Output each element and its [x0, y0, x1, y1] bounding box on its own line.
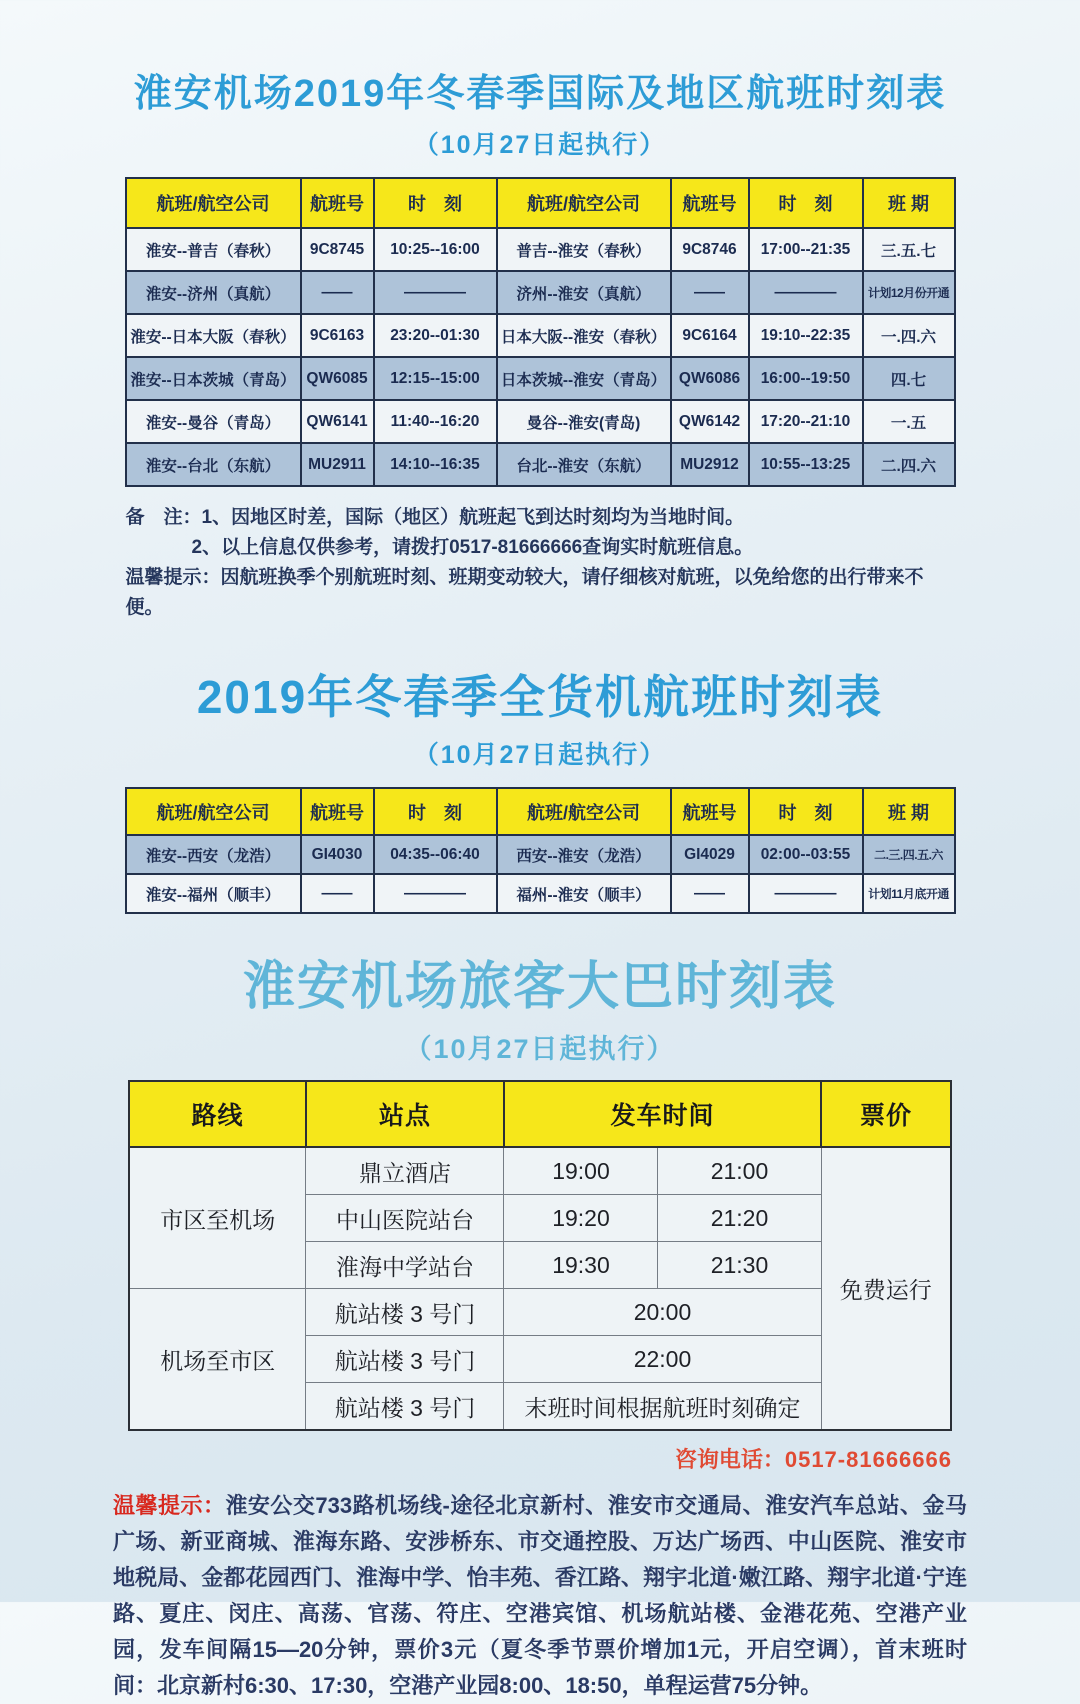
column-header-time: 时 刻 — [374, 178, 497, 228]
route-cell: 淮安--济州（真航） — [126, 271, 301, 314]
time-cell: 19:10--22:35 — [749, 314, 863, 357]
time-cell: ———— — [374, 271, 497, 314]
route-cell: 淮安--日本大阪（春秋） — [126, 314, 301, 357]
bus-stop-cell: 淮海中学站台 — [306, 1242, 504, 1289]
time-cell: 04:35--06:40 — [374, 835, 497, 874]
column-header-flight-no: 航班号 — [301, 178, 374, 228]
flight-number-cell: QW6086 — [671, 357, 749, 400]
bus-route-cell: 机场至市区 — [129, 1289, 306, 1431]
table-row — [126, 874, 955, 913]
note-text: 1、因地区时差，国际（地区）航班起飞到达时刻均为当地时间。 — [201, 507, 745, 528]
column-header-route: 航班/航空公司 — [497, 788, 671, 835]
table-row — [126, 835, 955, 874]
time-cell: ———— — [749, 874, 863, 913]
flight-number-cell: —— — [301, 874, 374, 913]
table-row — [126, 314, 955, 357]
column-header-time: 时 刻 — [749, 788, 863, 835]
note-line — [126, 503, 955, 533]
column-header-route: 航班/航空公司 — [497, 178, 671, 228]
days-cell: 计划12月份开通 — [863, 271, 955, 314]
cargo-flight-table — [125, 787, 956, 914]
route-cell: 普吉--淮安（春秋） — [497, 228, 671, 271]
table-row — [129, 1147, 951, 1195]
bus-time-cell: 19:30 — [504, 1242, 658, 1289]
route-cell: 淮安--台北（东航） — [126, 443, 301, 486]
bus-time-cell: 末班时间根据航班时刻确定 — [504, 1383, 821, 1431]
flight-number-cell: QW6085 — [301, 357, 374, 400]
table-row — [126, 400, 955, 443]
bus-schedule-title: 淮安机场旅客大巴时刻表 — [242, 958, 837, 1016]
table-row — [126, 443, 955, 486]
intl-notes — [126, 503, 955, 623]
time-cell: 10:25--16:00 — [374, 228, 497, 271]
flight-number-cell: GI4029 — [671, 835, 749, 874]
tips-label: 温馨提示： — [113, 1493, 226, 1518]
route-cell: 淮安--西安（龙浩） — [126, 835, 301, 874]
column-header-flight-no: 航班号 — [301, 788, 374, 835]
days-cell: 一.五 — [863, 400, 955, 443]
time-cell: 14:10--16:35 — [374, 443, 497, 486]
column-header-days: 班 期 — [863, 788, 955, 835]
cargo-schedule-subtitle: （10月27日起执行） — [413, 741, 667, 769]
bus-fare-cell: 免费运行 — [821, 1147, 951, 1430]
flight-number-cell: 9C6163 — [301, 314, 374, 357]
time-cell: 16:00--19:50 — [749, 357, 863, 400]
bus-stop-cell: 航站楼 3 号门 — [306, 1289, 504, 1336]
bus-time-cell: 19:00 — [504, 1147, 658, 1195]
bus-time-cell: 19:20 — [504, 1195, 658, 1242]
route-cell: 淮安--日本茨城（青岛） — [126, 357, 301, 400]
table-row — [126, 228, 955, 271]
flight-number-cell: 9C8745 — [301, 228, 374, 271]
time-cell: 02:00--03:55 — [749, 835, 863, 874]
flight-number-cell: QW6142 — [671, 400, 749, 443]
column-header-days: 班 期 — [863, 178, 955, 228]
route-cell: 淮安--曼谷（青岛） — [126, 400, 301, 443]
bus-tips — [113, 1488, 967, 1704]
route-cell: 曼谷--淮安(青岛) — [497, 400, 671, 443]
column-header-depart-time: 发车时间 — [504, 1081, 821, 1147]
column-header-route: 航班/航空公司 — [126, 788, 301, 835]
time-cell: 23:20--01:30 — [374, 314, 497, 357]
column-header-fare: 票价 — [821, 1081, 951, 1147]
hotline — [128, 1443, 952, 1474]
flight-number-cell: MU2912 — [671, 443, 749, 486]
note-line: 温馨提示：因航班换季个别航班时刻、班期变动较大，请仔细核对航班，以免给您的出行带来不便。 — [125, 567, 924, 618]
note-line: 2、以上信息仅供参考，请拨打0517-81666666查询实时航班信息。 — [191, 537, 754, 558]
column-header-route: 路线 — [129, 1081, 306, 1147]
days-cell: 四.七 — [863, 357, 955, 400]
note-label: 备 注： — [125, 507, 202, 528]
flight-number-cell: 9C8746 — [671, 228, 749, 271]
intl-flight-table — [125, 177, 956, 487]
bus-time-cell: 22:00 — [504, 1336, 821, 1383]
bus-schedule-subtitle: （10月27日起执行） — [404, 1034, 676, 1064]
bus-stop-cell: 鼎立酒店 — [306, 1147, 504, 1195]
bus-time-cell: 21:00 — [658, 1147, 821, 1195]
table-header-row — [126, 788, 955, 835]
days-cell: 计划11月底开通 — [863, 874, 955, 913]
table-row — [126, 357, 955, 400]
time-cell: ———— — [749, 271, 863, 314]
route-cell: 日本大阪--淮安（春秋） — [497, 314, 671, 357]
flight-number-cell: GI4030 — [301, 835, 374, 874]
flight-number-cell: 9C6164 — [671, 314, 749, 357]
days-cell: 一.四.六 — [863, 314, 955, 357]
column-header-time: 时 刻 — [749, 178, 863, 228]
days-cell: 二.三.四.五.六 — [863, 835, 955, 874]
column-header-time: 时 刻 — [374, 788, 497, 835]
column-header-route: 航班/航空公司 — [126, 178, 301, 228]
intl-schedule-subtitle: （10月27日起执行） — [413, 131, 667, 159]
bus-route-cell: 市区至机场 — [129, 1147, 306, 1289]
bus-table — [128, 1080, 952, 1431]
flight-number-cell: QW6141 — [301, 400, 374, 443]
hotline-number: 0517-81666666 — [784, 1447, 952, 1472]
route-cell: 福州--淮安（顺丰） — [497, 874, 671, 913]
route-cell: 台北--淮安（东航） — [497, 443, 671, 486]
bus-stop-cell: 航站楼 3 号门 — [306, 1336, 504, 1383]
route-cell: 济州--淮安（真航） — [497, 271, 671, 314]
route-cell: 淮安--普吉（春秋） — [126, 228, 301, 271]
bus-time-cell: 21:20 — [658, 1195, 821, 1242]
days-cell: 二.四.六 — [863, 443, 955, 486]
time-cell: 12:15--15:00 — [374, 357, 497, 400]
column-header-stop: 站点 — [306, 1081, 504, 1147]
flight-number-cell: —— — [301, 271, 374, 314]
time-cell: 10:55--13:25 — [749, 443, 863, 486]
time-cell: ———— — [374, 874, 497, 913]
days-cell: 三.五.七 — [863, 228, 955, 271]
tips-text: 淮安公交733路机场线-途径北京新村、淮安市交通局、淮安汽车总站、金马广场、新亚商城、淮海东路、安涉桥东、市交通控股、万达广场西、中山医院、淮安市地税局、金都花园西门、淮海中学、怡丰苑、香江路、翔宇北道·嫩江路、翔宇北道·宁连路、夏庄、闵庄、高荡、官荡、符庄、空港宾馆、机场航站楼、金港花苑、空港产业园，发车间隔15—20分钟，票价3元（夏冬季节票价增加1元，开启空调），首末班时间：北京新村6:30、17:30，空港产业园8:00、18:50，单程运营75分钟。 — [113, 1493, 967, 1698]
flight-number-cell: MU2911 — [301, 443, 374, 486]
bus-stop-cell: 中山医院站台 — [306, 1195, 504, 1242]
route-cell: 日本茨城--淮安（青岛） — [497, 357, 671, 400]
flight-number-cell: —— — [671, 271, 749, 314]
cargo-schedule-title: 2019年冬春季全货机航班时刻表 — [196, 671, 884, 723]
bus-time-cell: 20:00 — [504, 1289, 821, 1336]
column-header-flight-no: 航班号 — [671, 178, 749, 228]
bus-stop-cell: 航站楼 3 号门 — [306, 1383, 504, 1431]
table-row — [126, 271, 955, 314]
bus-time-cell: 21:30 — [658, 1242, 821, 1289]
flight-number-cell: —— — [671, 874, 749, 913]
time-cell: 11:40--16:20 — [374, 400, 497, 443]
intl-schedule-title: 淮安机场2019年冬春季国际及地区航班时刻表 — [133, 73, 947, 115]
time-cell: 17:00--21:35 — [749, 228, 863, 271]
column-header-flight-no: 航班号 — [671, 788, 749, 835]
route-cell: 西安--淮安（龙浩） — [497, 835, 671, 874]
table-header-row — [126, 178, 955, 228]
time-cell: 17:20--21:10 — [749, 400, 863, 443]
table-header-row — [129, 1081, 951, 1147]
hotline-label: 咨询电话： — [674, 1447, 785, 1472]
route-cell: 淮安--福州（顺丰） — [126, 874, 301, 913]
